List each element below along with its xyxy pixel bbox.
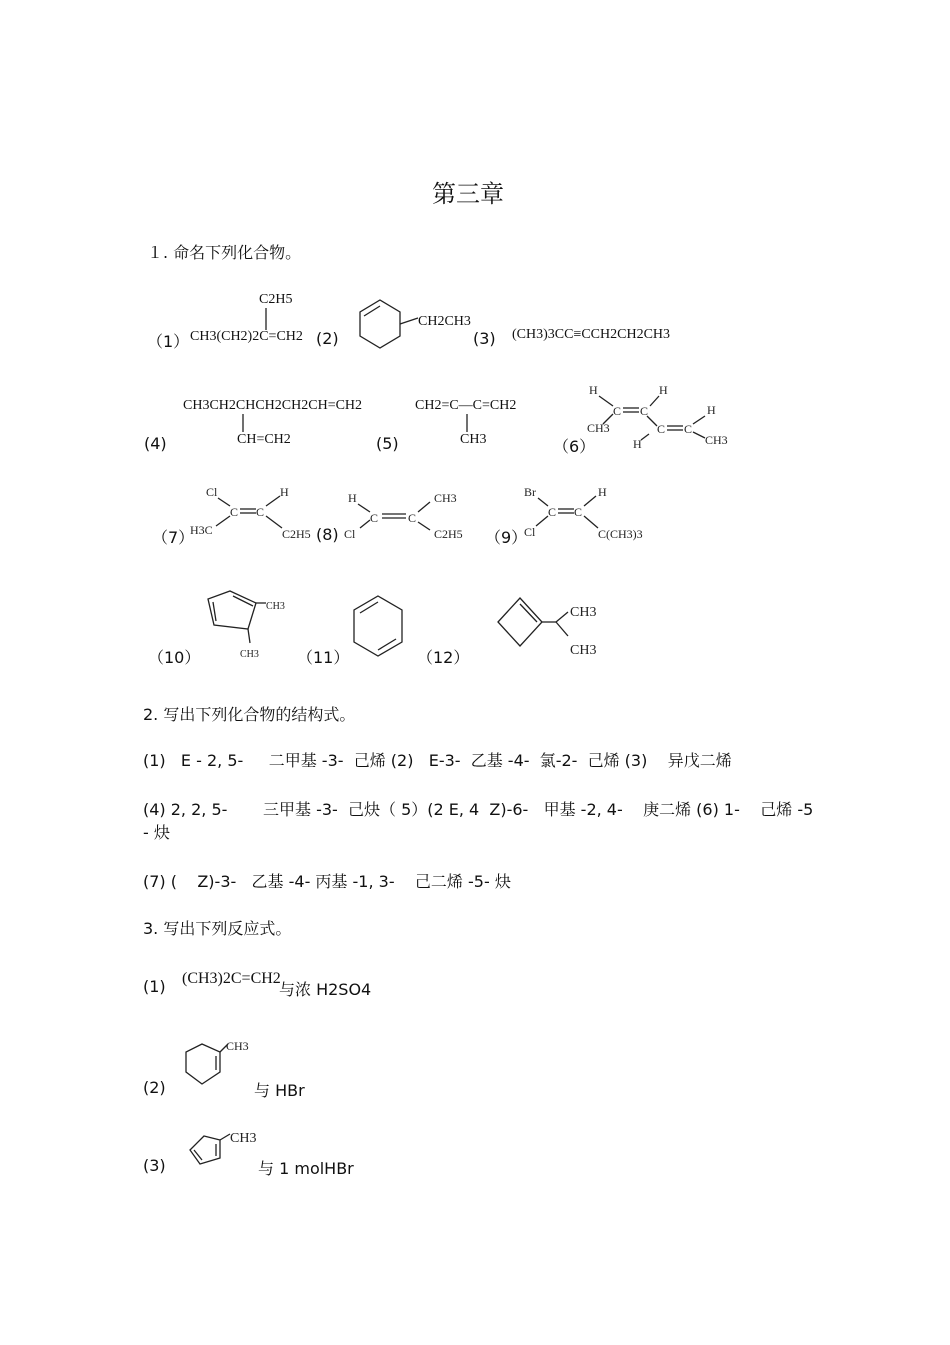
section-2-heading: 2. 写出下列化合物的结构式。: [143, 705, 356, 724]
reaction-2-structure: [180, 1036, 260, 1096]
c6-me2: CH3: [705, 433, 728, 447]
compound-1-substituent: C2H5: [259, 292, 293, 307]
c7-me: H3C: [190, 523, 213, 537]
c6-h3: H: [633, 437, 642, 451]
c12-me2: CH3: [570, 643, 597, 658]
r3-me: CH3: [230, 1131, 257, 1146]
label-5: (5): [376, 434, 399, 453]
c7-c2: C: [256, 505, 265, 519]
label-3: (3): [473, 329, 496, 348]
c6-c4: C: [684, 422, 693, 436]
compound-4-branch: CH=CH2: [237, 432, 291, 447]
compound-11-structure: [348, 592, 408, 664]
section-2-line-1: (1) E - 2, 5- 二甲基 -3- 己烯 (2) E-3- 乙基 -4- 氯-2- 己烯 (3) 异戊二烯: [143, 751, 732, 770]
label-7: （7）: [152, 528, 195, 547]
label-4: (4): [144, 434, 167, 453]
c8-h: H: [348, 491, 357, 505]
compound-5-branch: CH3: [460, 432, 487, 447]
label-10: （10）: [148, 648, 201, 667]
compound-7-structure: [188, 482, 318, 542]
c8-cl: Cl: [344, 527, 356, 541]
reaction-1-label: (1): [143, 977, 166, 996]
c6-me1: CH3: [587, 421, 610, 435]
label-2: (2): [316, 329, 339, 348]
c8-me: CH3: [434, 491, 457, 505]
compound-4-bond: [241, 414, 245, 434]
reaction-3-label: (3): [143, 1156, 166, 1175]
label-9: （9）: [485, 528, 528, 547]
c8-c2: C: [408, 511, 417, 525]
c6-c3: C: [657, 422, 666, 436]
c12-me1: CH3: [570, 605, 597, 620]
compound-12-structure: [470, 590, 600, 666]
section-3-heading: 3. 写出下列反应式。: [143, 919, 292, 938]
label-6: （6）: [553, 437, 596, 456]
compound-1-bond: [264, 308, 268, 332]
c6-h1: H: [589, 383, 598, 397]
c6-h2: H: [659, 383, 668, 397]
c9-h: H: [598, 485, 607, 499]
c9-c1: C: [548, 505, 557, 519]
compound-6-structure: [585, 380, 745, 452]
reaction-1-text: 与浓 H2SO4: [279, 980, 372, 999]
section-1-heading: １. 命名下列化合物。: [147, 243, 302, 262]
compound-2-substituent: CH2CH3: [418, 314, 471, 329]
page-title: 第三章: [432, 180, 504, 208]
section-2-line-2: (4) 2, 2, 5- 三甲基 -3- 己炔（ 5）(2 E, 4 Z)-6- 甲基 -2, 4- 庚二烯 (6) 1- 己烯 -5: [143, 800, 814, 819]
label-11: （11）: [297, 648, 350, 667]
c9-cl: Cl: [524, 525, 536, 539]
reaction-3-structure: [186, 1126, 266, 1176]
reaction-1-formula: (CH3)2C=CH2: [182, 970, 281, 987]
c7-c1: C: [230, 505, 239, 519]
c7-et: C2H5: [282, 527, 311, 541]
compound-5-bond: [465, 414, 469, 434]
c7-cl: Cl: [206, 485, 218, 499]
c9-tbu: C(CH3)3: [598, 527, 643, 541]
compound-1-main: CH3(CH2)2C=CH2: [190, 329, 303, 344]
section-2-line-3: (7) ( Z)-3- 乙基 -4- 丙基 -1, 3- 己二烯 -5- 炔: [143, 872, 511, 891]
reaction-2-label: (2): [143, 1078, 166, 1097]
compound-4-main: CH3CH2CHCH2CH2CH=CH2: [183, 398, 363, 413]
label-12: （12）: [417, 648, 470, 667]
r2-me: CH3: [226, 1039, 249, 1053]
c6-c1: C: [613, 404, 622, 418]
c8-c1: C: [370, 511, 379, 525]
reaction-3-text: 与 1 molHBr: [258, 1159, 354, 1178]
c6-c2: C: [640, 404, 649, 418]
c10-me1: CH3: [266, 601, 285, 612]
label-8: (8): [316, 525, 339, 544]
compound-3: (CH3)3CC≡CCH2CH2CH3: [512, 327, 671, 342]
c9-c2: C: [574, 505, 583, 519]
section-2-line-2-cont: - 炔: [143, 823, 170, 842]
compound-2-ring: [340, 292, 420, 352]
compound-5-main: CH2=C—C=CH2: [415, 398, 517, 413]
c9-br: Br: [524, 485, 536, 499]
label-1: （1）: [147, 332, 190, 351]
compound-8-structure: [342, 484, 482, 544]
compound-10-structure: [200, 585, 300, 665]
reaction-2-text: 与 HBr: [254, 1081, 305, 1100]
c6-h4: H: [707, 403, 716, 417]
c10-me2: CH3: [240, 649, 259, 660]
c8-et: C2H5: [434, 527, 463, 541]
compound-9-structure: [520, 482, 660, 544]
c7-h: H: [280, 485, 289, 499]
